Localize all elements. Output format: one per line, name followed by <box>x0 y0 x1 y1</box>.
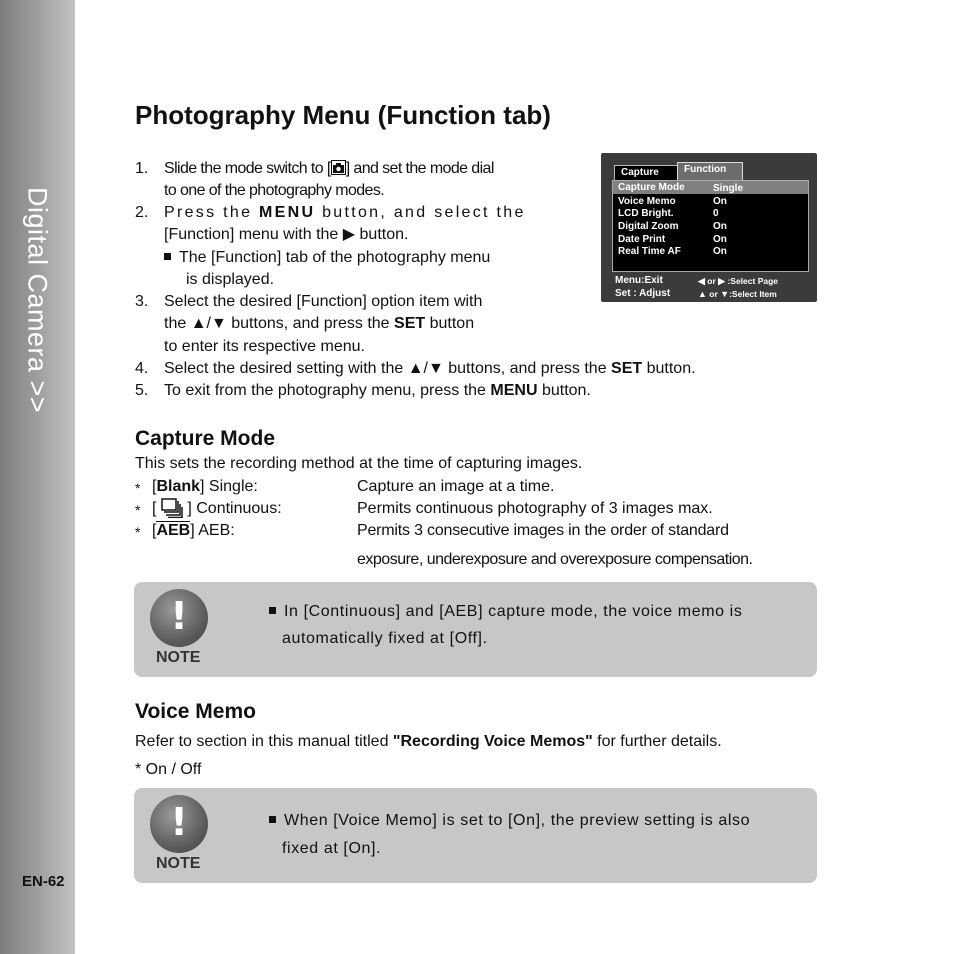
step-4-text-a: Select the desired setting with the ▲/▼ buttons, and press the <box>164 360 612 377</box>
step-1-line-1 <box>164 158 494 180</box>
right-arrow-icon: ▶ <box>718 276 726 286</box>
screen-item-value: Single <box>713 183 744 194</box>
screen-item-value: On <box>713 246 727 257</box>
step-2-number: 2. <box>135 204 149 221</box>
note-label: NOTE <box>156 855 201 872</box>
note-box <box>134 788 817 883</box>
screen-item-label: Real Time AF <box>618 246 681 257</box>
screen-hint-page-text: :Select Page <box>727 276 779 286</box>
screen-hint-or: or <box>707 276 716 286</box>
step-4-text-b: button. <box>642 360 696 377</box>
screen-item-value: 0 <box>713 208 719 219</box>
step-5-menu-key: MENU <box>490 382 538 399</box>
aeb-description-1: Permits 3 consecutive images in the order of standard <box>357 522 729 539</box>
step-1-text-b: ] and set the mode dial <box>345 160 494 177</box>
screen-item-label: Voice Memo <box>618 196 676 207</box>
screen-tab-capture: Capture <box>614 165 678 182</box>
aeb-label <box>152 520 235 542</box>
list-star: * <box>135 502 141 518</box>
note-line-2: fixed at [On]. <box>282 840 382 857</box>
step-3-line-1: Select the desired [Function] option item with <box>164 293 483 310</box>
single-text: ] Single: <box>200 478 258 495</box>
note-label: NOTE <box>156 649 201 666</box>
left-arrow-icon: ◀ <box>698 276 705 286</box>
step-3-line-2-text-b: button <box>425 315 475 332</box>
step-4-set-key: SET <box>611 360 643 377</box>
camera-icon <box>331 160 346 175</box>
step-2-menu-key: MENU <box>259 204 316 221</box>
capture-mode-heading: Capture Mode <box>135 427 276 450</box>
single-key: Blank <box>156 478 201 495</box>
voice-memo-desc-bold: "Recording Voice Memos" <box>392 733 593 750</box>
screen-tab-function: Function <box>677 162 743 180</box>
aeb-key: AEB <box>156 522 191 539</box>
step-3-set-key: SET <box>394 315 426 332</box>
step-3-number: 3. <box>135 293 149 310</box>
step-3-line-2-text-a: the ▲/▼ buttons, and press the <box>164 315 395 332</box>
list-star: * <box>135 524 141 540</box>
sidebar-title-text: Digital Camera >> <box>22 186 53 414</box>
step-2-line-2-text-a: [Function] menu with the <box>164 226 343 243</box>
single-label <box>152 476 258 498</box>
step-2-sub-2: is displayed. <box>186 271 275 288</box>
page-number: EN-62 <box>22 873 65 890</box>
voice-memo-options: * On / Off <box>135 761 202 778</box>
step-5-line <box>164 380 591 402</box>
screen-hint-item <box>698 289 777 299</box>
screen-hint-set: Set : Adjust <box>615 288 671 299</box>
continuous-bracket: [ <box>152 500 157 517</box>
step-5-text-a: To exit from the photography menu, press the <box>164 382 491 399</box>
step-1-number: 1. <box>135 160 149 177</box>
step-5-number: 5. <box>135 382 149 399</box>
page-title: Photography Menu (Function tab) <box>135 100 551 130</box>
screen-hint-or: or <box>709 289 718 299</box>
up-arrow-icon: ▲ <box>698 289 707 299</box>
list-star: * <box>135 480 141 496</box>
step-2-line-2 <box>164 224 408 246</box>
aeb-description-2: exposure, underexposure and overexposure compensation. <box>357 551 753 568</box>
aeb-text: ] AEB: <box>190 522 235 539</box>
square-bullet-icon <box>269 816 276 823</box>
screen-item-label: Capture Mode <box>618 182 685 193</box>
square-bullet-icon <box>269 607 276 614</box>
continuous-label <box>152 498 282 520</box>
single-bracket: [ <box>152 478 157 495</box>
note-line-1-text: In [Continuous] and [AEB] capture mode, the voice memo is <box>284 603 743 620</box>
step-5-text-b: button. <box>537 382 591 399</box>
screen-item-label: LCD Bright. <box>618 208 674 219</box>
voice-memo-heading: Voice Memo <box>135 700 256 723</box>
note-line-1 <box>269 598 742 625</box>
screen-item-label: Digital Zoom <box>618 221 679 232</box>
continuous-text: ] Continuous: <box>187 500 282 517</box>
screen-hint-page <box>698 276 778 287</box>
step-4-line <box>164 358 696 380</box>
screen-hint-menu: Menu:Exit <box>615 275 663 286</box>
right-arrow-icon: ▶ <box>342 226 356 243</box>
step-2-line-1 <box>164 202 526 224</box>
aeb-bracket: [ <box>152 522 157 539</box>
down-arrow-icon: ▼ <box>720 289 730 299</box>
capture-mode-description: This sets the recording method at the time of capturing images. <box>135 455 583 472</box>
screen-item-label: Date Print <box>618 234 666 245</box>
exclamation-icon: ! <box>150 589 208 647</box>
voice-memo-description <box>135 731 722 753</box>
screen-hint-item-text: :Select Item <box>729 289 777 299</box>
voice-memo-desc-b: for further details. <box>592 733 722 750</box>
step-2-sub-1-text: The [Function] tab of the photography menu <box>179 249 491 266</box>
step-2-line-2-text-b: button. <box>355 226 409 243</box>
continuous-description: Permits continuous photography of 3 images max. <box>357 500 713 517</box>
sidebar <box>0 0 75 954</box>
square-bullet-icon <box>164 253 171 260</box>
camera-menu-screen <box>601 153 817 302</box>
step-3-line-3: to enter its respective menu. <box>164 338 365 355</box>
step-1-line-2: to one of the photography modes. <box>164 182 385 199</box>
step-1-text-a: Slide the mode switch to [ <box>164 160 331 177</box>
step-3-line-2 <box>164 313 474 335</box>
screen-menu-list <box>612 180 809 272</box>
screen-item-value: On <box>713 234 727 245</box>
step-2-text-a: Press the <box>164 204 260 221</box>
exclamation-icon: ! <box>150 795 208 853</box>
note-line-1-text: When [Voice Memo] is set to [On], the preview setting is also <box>284 812 751 829</box>
screen-item-value: On <box>713 221 727 232</box>
voice-memo-desc-a: Refer to section in this manual titled <box>135 733 393 750</box>
screen-item-value: On <box>713 196 727 207</box>
step-2-text-b: button, and select the <box>315 204 526 221</box>
continuous-shot-icon <box>161 498 183 518</box>
note-line-2: automatically fixed at [Off]. <box>282 630 488 647</box>
note-line-1 <box>269 807 750 834</box>
step-2-sub-1 <box>164 247 490 269</box>
single-description: Capture an image at a time. <box>357 478 555 495</box>
step-4-number: 4. <box>135 360 149 377</box>
note-box <box>134 582 817 677</box>
